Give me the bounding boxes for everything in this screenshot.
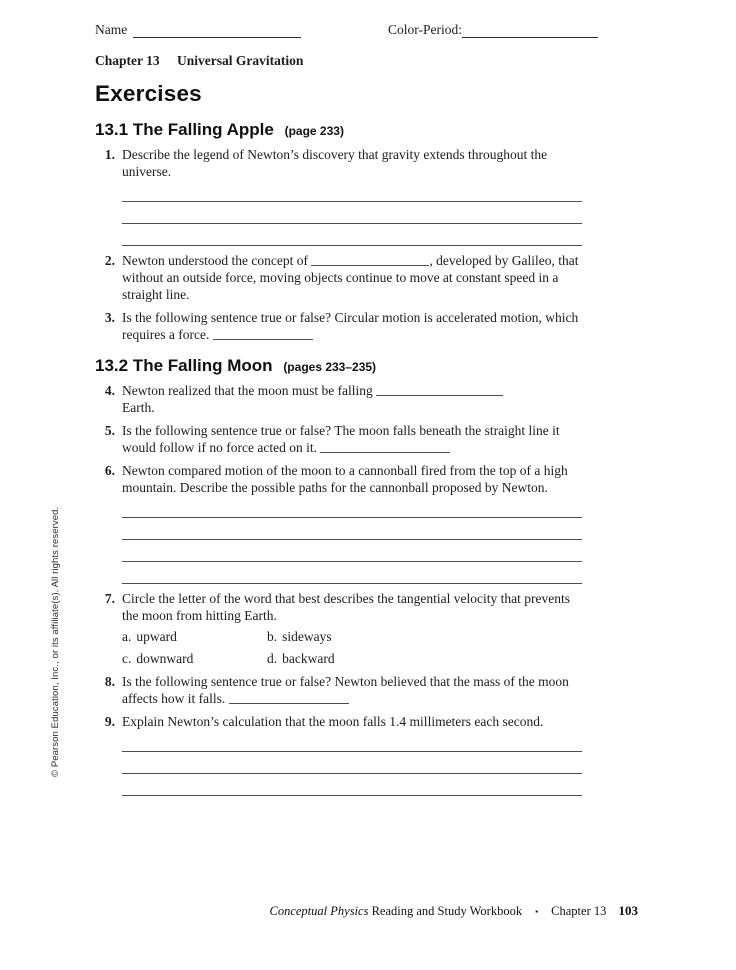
section-heading-13-1: [95, 120, 598, 140]
fill-in-blank: [311, 254, 429, 266]
fill-in-blank: [376, 384, 503, 396]
question-number: 3.: [104, 310, 115, 325]
answer-line: [122, 189, 582, 202]
color-period-field-group: [388, 22, 598, 38]
section-title: 13.2 The Falling Moon: [95, 356, 273, 375]
question-number: 4.: [104, 383, 115, 398]
choice-text: sideways: [282, 629, 332, 644]
question-number: 5.: [104, 423, 115, 438]
choice-d: [267, 650, 467, 667]
question-number: 9.: [104, 713, 115, 729]
section-page-ref: (page 233): [284, 124, 344, 138]
question-text-before: Newton understood the concept of: [122, 253, 308, 268]
choice-list: [122, 628, 584, 667]
answer-line: [122, 202, 582, 224]
choice-text: downward: [136, 650, 194, 666]
question-5: [95, 422, 598, 456]
answer-line: [122, 562, 582, 584]
answer-line: [122, 540, 582, 562]
color-period-blank-line: [462, 23, 598, 38]
question-7: [95, 590, 598, 667]
choice-a: [122, 628, 267, 645]
question-text: Is the following sentence true or false? Newton believed that the mass of the moon affects how it falls.: [122, 673, 569, 706]
question-number: 6.: [104, 463, 115, 478]
name-blank-line: [133, 23, 301, 38]
page-title: Exercises: [95, 81, 202, 106]
question-number: 8.: [104, 673, 115, 689]
question-3: [95, 309, 598, 343]
question-text: Is the following sentence true or false? The moon falls beneath the straight line it would follow if no force acted on it.: [122, 423, 560, 455]
chapter-title: Universal Gravitation: [177, 53, 304, 68]
question-text-after: , developed by Galileo, that without an outside force, moving objects continue to move at constant speed in a straight line.: [122, 253, 579, 302]
question-6: [95, 462, 598, 584]
question-text: Describe the legend of Newton’s discovery that gravity extends throughout the universe.: [122, 147, 548, 179]
book-subtitle: Reading and Study Workbook: [371, 904, 523, 918]
worksheet-page: [95, 22, 598, 796]
question-2: [95, 252, 598, 303]
choice-letter: d.: [267, 650, 278, 666]
answer-lines: [122, 189, 584, 246]
chapter-number: Chapter 13: [95, 53, 160, 68]
question-number: 1.: [104, 147, 115, 162]
question-8: [95, 673, 598, 707]
copyright-sidebar: © Pearson Education, Inc., or its affiliate(s). All rights reserved.: [50, 506, 61, 777]
answer-line: [122, 518, 582, 540]
answer-line: [122, 739, 582, 752]
answer-line: [122, 224, 582, 246]
question-number: 7.: [104, 591, 115, 606]
answer-lines: [122, 505, 584, 584]
square-bullet-icon: ▪: [535, 906, 539, 916]
question-text: Is the following sentence true or false? Circular motion is accelerated motion, which requires a force.: [122, 310, 579, 342]
question-4: [95, 382, 598, 416]
question-1: [95, 146, 598, 246]
name-field-group: [95, 22, 301, 38]
question-text: Newton compared motion of the moon to a cannonball fired from the top of a high mountain. Describe the possible paths for the cannonball proposed by Newton.: [122, 463, 568, 495]
fill-in-blank: [320, 441, 450, 453]
question-text-before: Newton realized that the moon must be falling: [122, 383, 373, 398]
question-number: 2.: [104, 253, 115, 268]
choice-text: upward: [136, 629, 177, 644]
book-title: Conceptual Physics: [269, 904, 369, 918]
answer-line: [122, 752, 582, 774]
answer-line: [122, 774, 582, 796]
question-text: Explain Newton’s calculation that the moon falls 1.4 millimeters each second.: [122, 713, 544, 729]
question-text-after: Earth.: [122, 400, 155, 415]
section-title: 13.1 The Falling Apple: [95, 120, 274, 139]
choice-c: [122, 650, 267, 667]
name-label: Name: [95, 22, 128, 37]
fill-in-blank: [229, 692, 349, 704]
choice-letter: a.: [122, 629, 132, 644]
page-header: [95, 22, 598, 38]
choice-b: [267, 628, 467, 645]
choice-text: backward: [282, 650, 335, 666]
choice-letter: b.: [267, 629, 278, 644]
chapter-heading: [95, 53, 598, 69]
answer-lines: [122, 739, 584, 796]
question-9: [95, 713, 598, 796]
answer-line: [122, 505, 582, 518]
choice-letter: c.: [122, 650, 132, 666]
section-heading-13-2: [95, 356, 598, 376]
section-page-ref: (pages 233–235): [283, 360, 377, 374]
question-text: Circle the letter of the word that best describes the tangential velocity that prevents the moon from hitting Earth.: [122, 591, 570, 623]
page-footer: [270, 903, 639, 919]
page-number: 103: [618, 903, 638, 918]
color-period-label: Color-Period:: [388, 22, 462, 37]
fill-in-blank: [213, 328, 313, 340]
footer-chapter: Chapter 13: [551, 904, 607, 918]
